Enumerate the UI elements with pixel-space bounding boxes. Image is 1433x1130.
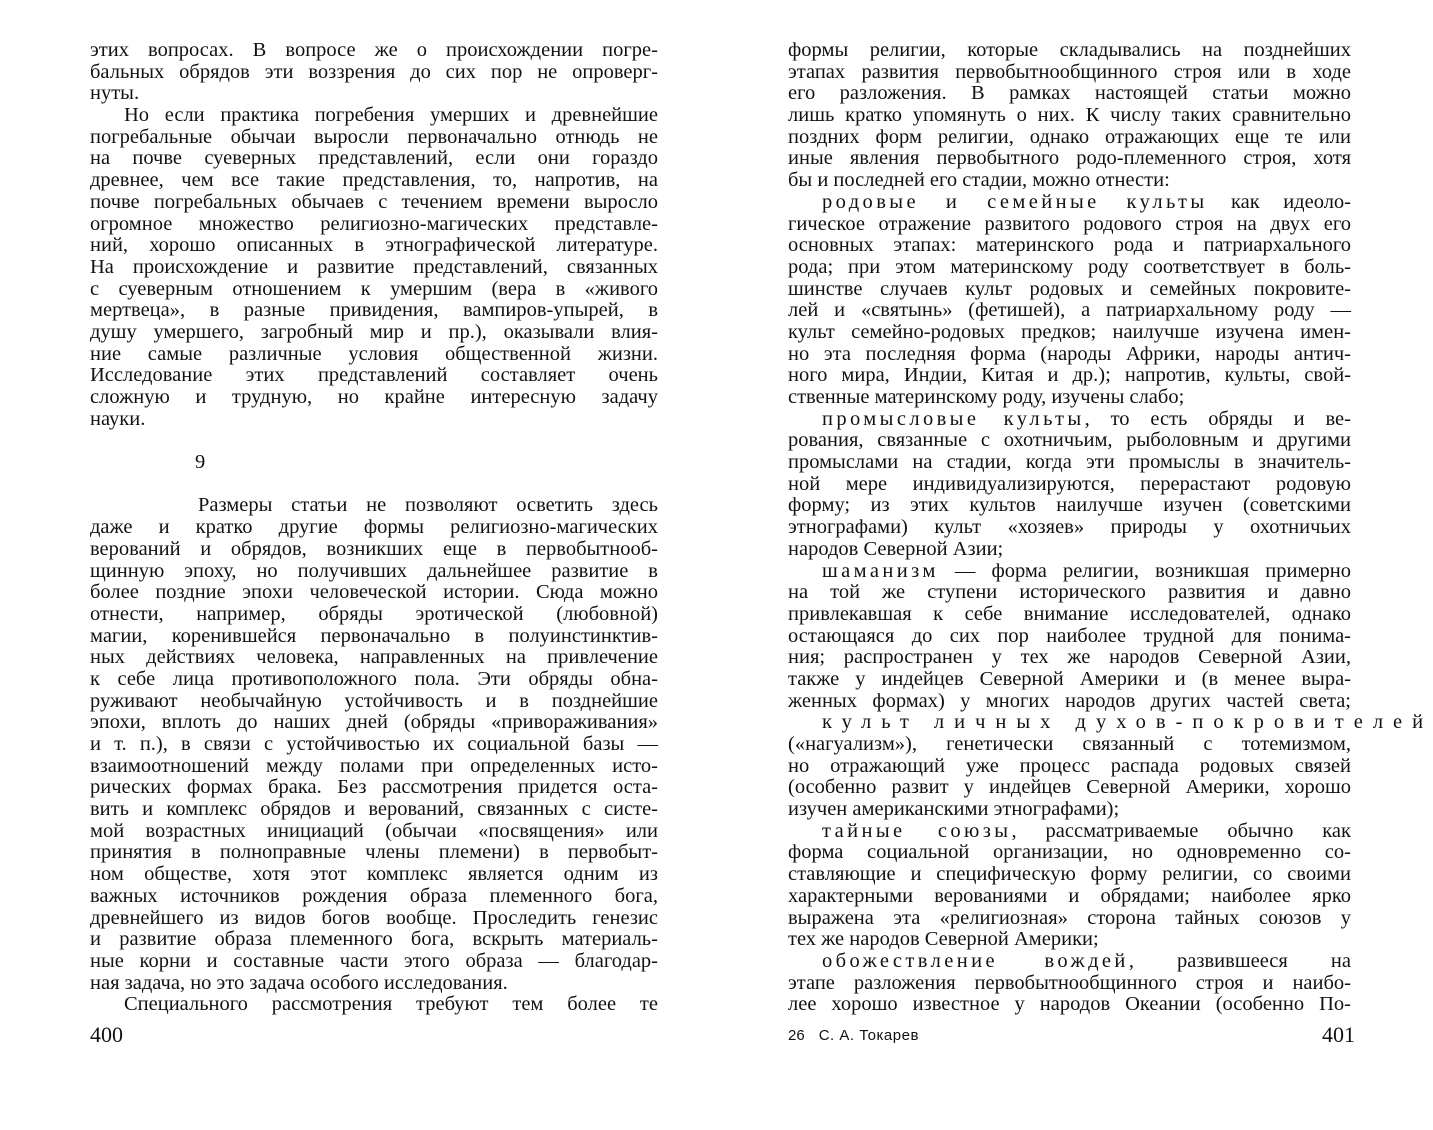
text-line: сложную и трудную, но крайне интересную задачу — [90, 386, 658, 408]
text-line: форма социальной организации, но одновременно со- — [788, 841, 1351, 864]
text-line: но эта последняя форма (народы Африки, народы антич- — [788, 342, 1351, 365]
text-line: культ семейно-родовых предков; наилучше изучена имен- — [788, 320, 1351, 343]
text-line: этнографами) культ «хозяев» природы у охотничьих — [788, 516, 1351, 539]
text-line: и т. п.), в связи с устойчивостью их социальной базы — — [90, 733, 658, 755]
text-line: ставляющие и специфическую форму религии, со своими — [788, 863, 1351, 886]
left-text-block-2 — [90, 495, 658, 1016]
text-line: ного мира, Индии, Китая и др.); напротив, культы, свой- — [788, 364, 1351, 387]
text-line: тех же народов Северной Америки; — [788, 928, 1099, 951]
section-number: 9 — [195, 451, 206, 474]
text-line: ние самые различные условия общественной жизни. — [90, 342, 658, 365]
text-line: остающаяся до сих пор наиболее трудной для понима- — [788, 624, 1351, 647]
right-text-block — [788, 39, 1433, 1016]
text-line: бы и последней его стадии, можно отнести: — [788, 169, 1170, 192]
text-line — [788, 711, 1433, 734]
text-line — [788, 821, 1351, 843]
text-line: рических формах брака. Без рассмотрения придется оста- — [90, 776, 658, 799]
text-line: также у индейцев Северной Америки и (в менее выра- — [788, 667, 1351, 690]
text-line: эпохи, вплоть до наших дней (обряды «привораживания» — [90, 711, 658, 734]
text-line: взаимоотношений между полами при определенных исто- — [90, 754, 658, 777]
text-line: этих вопросах. В вопросе же о происхождении погре- — [90, 39, 658, 61]
text-line: выражена эта «религиозная» сторона тайных союзов у — [788, 906, 1351, 929]
text-line: огромное множество религиозно-магических представле- — [90, 212, 658, 235]
text-line: женных формах) у многих народов других частей света; — [788, 689, 1351, 712]
text-line: изучен американскими этнографами); — [788, 798, 1120, 821]
text-line: важных источников рождения образа племенного бога, — [90, 884, 658, 907]
text-line — [788, 409, 1351, 431]
text-line: народов Северной Азии; — [788, 537, 1004, 560]
text-line: форму; из этих культов наилучше изучен (советскими — [788, 494, 1351, 517]
text-line: ные корни и составные части этого образа — благодар- — [90, 949, 658, 972]
text-line: мой возрастных инициаций (обычаи «посвящения» или — [90, 819, 658, 842]
text-line: этапах развития первобытнообщинного строя или в ходе — [788, 60, 1351, 83]
page-number-right: 401 — [1322, 1022, 1355, 1047]
text-line — [788, 951, 1351, 973]
text-line: ной мере индивидуализируются, перерастают родовую — [788, 472, 1351, 495]
text-line: гическое отражение развитого родового строя на двух его — [788, 212, 1351, 235]
text-line: на почве суеверных представлений, если они гораздо — [90, 147, 658, 170]
text-line: погребальные обычаи выросли первоначально отнюдь не — [90, 125, 658, 148]
text-line: даже и кратко другие формы религиозно-магических — [90, 516, 658, 539]
text-line: ном обществе, хотя этот комплекс является одним из — [90, 863, 658, 886]
text-line: характерными верованиями и обрядами; наиболее ярко — [788, 884, 1351, 907]
spaced-term: культ личных духов-покровителей — [822, 711, 1433, 734]
text-line: почве погребальных обычаев с течением времени выросло — [90, 190, 658, 213]
text-line: древнее, чем все такие представления, то, напротив, на — [90, 169, 658, 192]
text-line: (особенно развит у индейцев Северной Америки, хорошо — [788, 776, 1351, 799]
text-line: привлекавшая к себе внимание исследователей, однако — [788, 602, 1351, 625]
text-line: его разложения. В рамках настоящей статьи можно — [788, 82, 1351, 105]
left-text-block — [90, 40, 658, 430]
text-line — [788, 192, 1351, 214]
text-line: к себе лица противоположного пола. Эти обряды обна- — [90, 667, 658, 690]
signature-number: 26 — [788, 1027, 805, 1044]
text-line: душу умершего, загробный мир и пр.), оказывали влия- — [90, 320, 658, 343]
text-line: Специального рассмотрения требуют тем более те — [124, 993, 658, 1016]
text-line: Размеры статьи не позволяют осветить здесь — [198, 494, 658, 517]
text-line: руживают необычайную устойчивость и в позднейшие — [90, 689, 658, 712]
spaced-term: обожествление вождей — [822, 949, 1129, 972]
text-line: с суеверным отношением к умершим (вера в «живого — [90, 277, 658, 300]
page-number-left: 400 — [90, 1022, 123, 1047]
text-line: бальных обрядов эти воззрения до сих пор не опроверг- — [90, 60, 658, 83]
text-line: щинную эпоху, но получивших дальнейшее развитие в — [90, 559, 658, 582]
text-line: ных действиях человека, направленных на привлечение — [90, 646, 658, 669]
left-page — [90, 40, 658, 1016]
text-line: древнейшего из видов богов вообще. Проследить генезис — [90, 906, 658, 929]
text-line: ственные материнскому роду, изучены слабо; — [788, 386, 1185, 408]
spaced-term: шаманизм — [822, 559, 939, 582]
text-line: верований и обрядов, возникших еще в первобытнооб- — [90, 537, 658, 560]
term-continuation: как идеоло- — [1207, 190, 1351, 213]
text-line: и развитие образа племенного бога, вскрыть материаль- — [90, 928, 658, 951]
text-line: лишь кратко упомянуть о них. К числу таких сравнительно — [788, 104, 1351, 127]
text-line: поздних форм религии, однако отражающих еще те или — [788, 125, 1351, 148]
term-continuation: , то есть обряды и ве- — [1084, 407, 1351, 430]
term-continuation: , рассматриваемые обычно как — [1011, 819, 1351, 842]
text-line: вить и комплекс обрядов и верований, связанных с систе- — [90, 798, 658, 821]
text-line: но отражающий уже процесс распада родовых связей — [788, 754, 1351, 777]
text-line: нуты. — [90, 82, 140, 105]
signature-mark — [788, 1027, 919, 1044]
text-line: формы религии, которые складывались на позднейших — [788, 39, 1351, 61]
text-line: иные явления первобытного родо-племенного строя, хотя — [788, 147, 1351, 170]
text-line: этапе разложения первобытнообщинного строя и наибо- — [788, 971, 1351, 994]
term-continuation: , развившееся на — [1128, 949, 1352, 972]
text-line: ний, хорошо описанных в этнографической литературе. — [90, 234, 658, 257]
text-line: мертвеца», в разные привидения, вампиров-упырей, в — [90, 299, 658, 322]
text-line: Исследование этих представлений составляет очень — [90, 364, 658, 387]
text-line: ная задача, но это задача особого исследования. — [90, 971, 508, 994]
text-line: лей и «святынь» (фетишей), а патриархальному роду — — [788, 299, 1351, 322]
text-line: отнести, например, обряды эротической (любовной) — [90, 602, 658, 625]
right-page — [788, 39, 1433, 1016]
spaced-term: родовые и семейные культы — [822, 190, 1208, 213]
signature-author: С. А. Токарев — [818, 1027, 919, 1044]
text-line: принятия в полноправные члены племени) в первобыт- — [90, 841, 658, 864]
text-line: на той же ступени исторического развития и давно — [788, 581, 1351, 604]
text-line: На происхождение и развитие представлений, связанных — [90, 255, 658, 278]
text-line: рования, связанные с охотничьим, рыболовным и другими — [788, 429, 1351, 452]
spaced-term: промысловые культы — [822, 407, 1085, 430]
text-line: рода; при этом материнскому роду соответствует в боль- — [788, 255, 1351, 278]
text-line: основных этапах: материнского рода и патриархального — [788, 234, 1351, 257]
text-line: более поздние эпохи человеческой истории. Сюда можно — [90, 581, 658, 604]
spaced-term: тайные союзы — [822, 819, 1012, 842]
text-line: («нагуализм»), генетически связанный с тотемизмом, — [788, 733, 1351, 755]
text-line: промыслами на стадии, когда эти промыслы в значитель- — [788, 451, 1351, 474]
text-line: магии, коренившейся первоначально в полуинстинктив- — [90, 624, 658, 647]
text-line: Но если практика погребения умерших и древнейшие — [124, 104, 658, 127]
text-line: ния; распространен у тех же народов Северной Азии, — [788, 646, 1351, 669]
text-line — [788, 561, 1351, 583]
term-continuation: — форма религии, возникшая примерно — [938, 559, 1351, 582]
text-line: лее хорошо известное у народов Океании (особенно По- — [788, 993, 1351, 1016]
text-line: шинстве случаев культ родовых и семейных покровите- — [788, 277, 1351, 300]
text-line: науки. — [90, 407, 146, 430]
